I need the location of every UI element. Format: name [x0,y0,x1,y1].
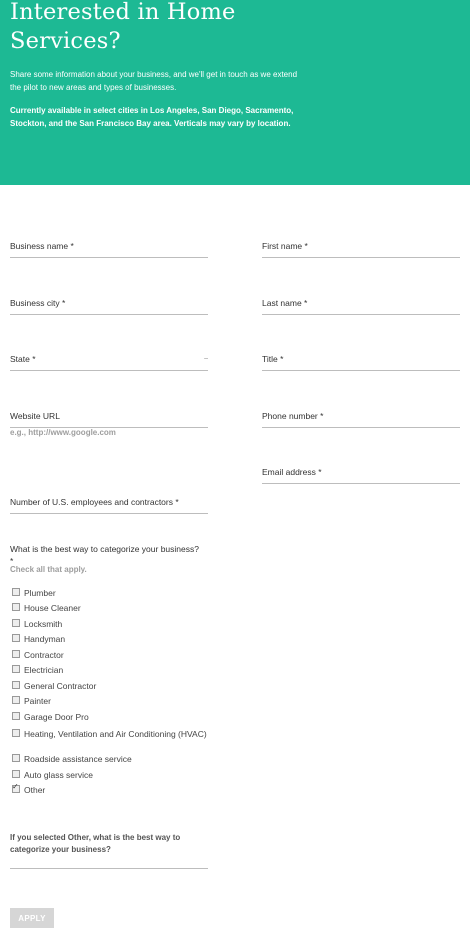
apply-button[interactable]: APPLY [10,908,54,928]
first-name-field[interactable] [262,241,460,258]
employees-field[interactable] [10,497,208,514]
option-handyman[interactable] [12,634,65,644]
title-label: Title * [262,354,284,364]
checkbox-icon[interactable] [12,634,20,642]
checkbox-icon[interactable] [12,770,20,778]
employees-label: Number of U.S. employees and contractors * [10,497,179,507]
option-label: Other [24,785,46,795]
option-label: Handyman [24,634,66,644]
first-name-label: First name * [262,241,308,251]
state-select[interactable] [10,354,208,371]
category-question [10,543,220,567]
other-category-question: If you selected Other, what is the best way to categorize your business? [10,833,181,854]
option-contractor[interactable] [12,650,64,660]
checkbox-icon[interactable] [12,650,20,658]
checkbox-icon[interactable] [12,588,20,596]
business-name-label: Business name * [10,241,74,251]
checkbox-icon[interactable] [12,619,20,627]
option-garage-door-pro[interactable] [12,712,89,722]
checkbox-checked-icon[interactable] [12,785,20,793]
email-address-label: Email address * [262,467,322,477]
option-house-cleaner[interactable] [12,603,81,613]
phone-number-label: Phone number * [262,411,324,421]
option-label: Auto glass service [24,770,93,780]
option-label: Garage Door Pro [24,712,89,722]
option-roadside-assistance[interactable] [12,754,132,764]
other-category-input[interactable] [10,868,208,869]
option-hvac[interactable] [10,728,210,740]
option-label: Contractor [24,650,64,660]
website-url-label: Website URL [10,411,60,421]
website-url-field[interactable] [10,411,208,428]
checkbox-icon[interactable] [12,712,20,720]
option-electrician[interactable] [12,665,63,675]
option-label: Plumber [24,588,56,598]
required-marker: * [10,556,14,566]
option-locksmith[interactable] [12,619,62,629]
checkbox-icon[interactable] [12,665,20,673]
state-label: State * [10,354,36,364]
option-label: General Contractor [24,681,97,691]
page-title: Interested in Home Services? [10,0,236,54]
option-label: House Cleaner [24,603,81,613]
option-general-contractor[interactable] [12,681,96,691]
option-label: Locksmith [24,619,63,629]
check-all-hint: Check all that apply. [10,565,87,574]
option-other[interactable] [12,785,45,795]
business-city-field[interactable] [10,298,208,315]
title-field[interactable] [262,354,460,371]
phone-number-field[interactable] [262,411,460,428]
checkbox-icon[interactable] [12,681,20,689]
intro-text: Share some information about your business, and we'll get in touch as we extend the pilot to new areas and types of businesses. [10,70,298,92]
last-name-label: Last name * [262,298,308,308]
hero-banner [0,0,470,185]
checkbox-icon[interactable] [12,696,20,704]
option-label: Painter [24,696,51,706]
option-label: Roadside assistance service [24,754,132,764]
checkbox-icon[interactable] [12,754,20,762]
category-question-text: What is the best way to categorize your business? [10,544,199,554]
last-name-field[interactable] [262,298,460,315]
checkbox-icon[interactable] [12,729,20,737]
availability-text: Currently available in select cities in Los Angeles, San Diego, Sacramento, Stockton, and the San Francisco Bay area. Verticals may vary by location. [10,106,294,128]
option-label: Heating, Ventilation and Air Conditioning (HVAC) [24,729,207,739]
website-hint: e.g., http://www.google.com [10,428,116,437]
dropdown-icon: ‒ [204,355,208,362]
email-address-field[interactable] [262,467,460,484]
option-label: Electrician [24,665,64,675]
business-name-field[interactable] [10,241,208,258]
option-painter[interactable] [12,696,51,706]
checkbox-icon[interactable] [12,603,20,611]
option-plumber[interactable] [12,588,56,598]
business-city-label: Business city * [10,298,66,308]
option-auto-glass[interactable] [12,770,93,780]
